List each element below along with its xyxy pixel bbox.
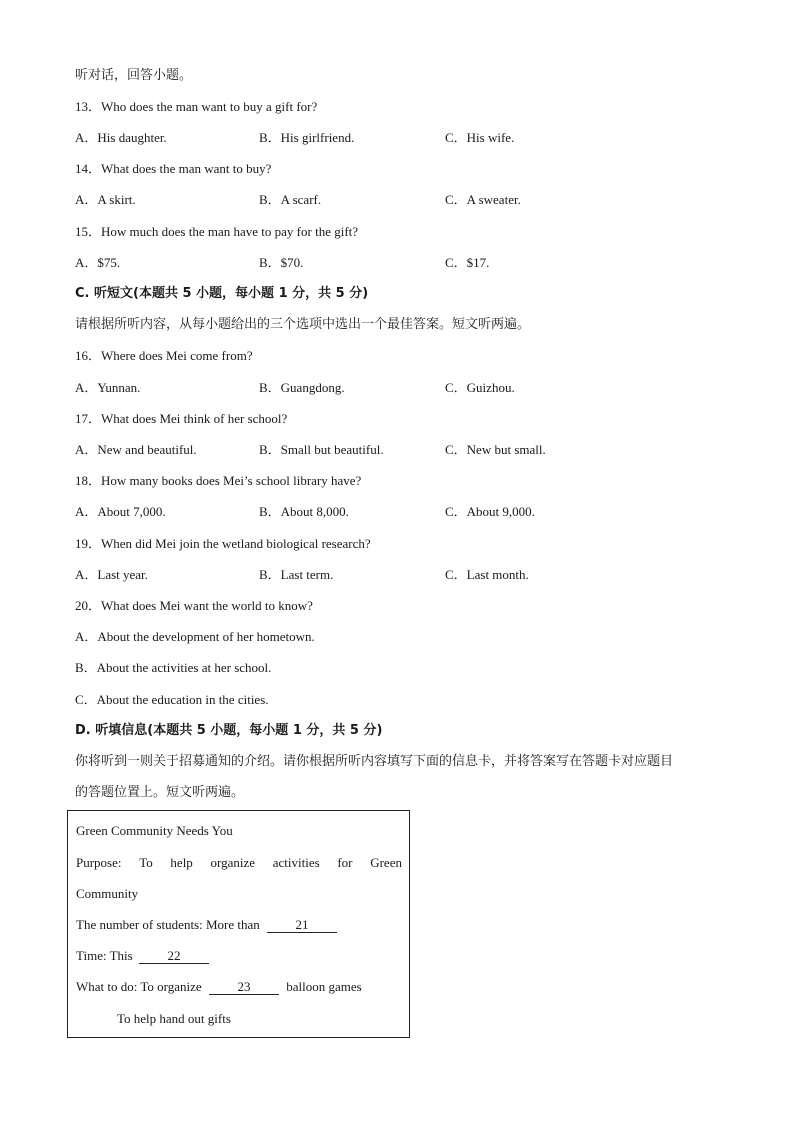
listening-intro: 听对话，回答小题。 [75, 68, 193, 83]
question-15: 15．How much does the man have to pay for the gift? [75, 224, 359, 239]
q20-option-c: C．About the education in the cities. [75, 692, 269, 707]
info-card-students [76, 916, 337, 934]
question-19: 19．When did Mei join the wetland biological research? [75, 536, 371, 551]
q20-option-b: B．About the activities at her school. [75, 660, 272, 675]
q19-option-a: A．Last year. [75, 567, 148, 582]
info-card-todo [76, 978, 362, 996]
blank-23: 23 [209, 980, 279, 995]
question-16: 16．Where does Mei come from? [75, 348, 253, 363]
q17-option-a: A．New and beautiful. [75, 442, 197, 457]
question-14: 14．What does the man want to buy? [75, 161, 272, 176]
q17-option-c: C．New but small. [445, 442, 546, 457]
purpose-word: organize [210, 855, 256, 870]
q20-option-a: A．About the development of her hometown. [75, 629, 315, 644]
todo-suffix: balloon games [286, 979, 362, 994]
question-20: 20．What does Mei want the world to know? [75, 598, 313, 613]
time-label: Time: This [76, 948, 133, 963]
purpose-word: help [170, 855, 193, 870]
q14-option-b: B．A scarf. [259, 192, 322, 207]
purpose-word: activities [272, 855, 320, 870]
q18-option-b: B．About 8,000. [259, 504, 349, 519]
section-d-heading: D. 听填信息(本题共 5 小题，每小题 1 分，共 5 分) [75, 723, 383, 738]
q18-option-a: A．About 7,000. [75, 504, 166, 519]
question-18: 18．How many books does Mei’s school library have? [75, 473, 362, 488]
todo-label: What to do: To organize [76, 979, 202, 994]
section-c-instruction: 请根据所听内容，从每小题给出的三个选项中选出一个最佳答案。短文听两遍。 [75, 317, 531, 332]
q16-option-b: B．Guangdong. [259, 380, 345, 395]
info-card-purpose [76, 854, 402, 872]
q19-option-c: C．Last month. [445, 567, 529, 582]
q18-option-c: C．About 9,000. [445, 504, 535, 519]
q15-option-a: A．$75. [75, 255, 121, 270]
info-card-purpose-cont: Community [76, 886, 139, 901]
info-card-todo-2: To help hand out gifts [117, 1011, 231, 1026]
question-13: 13．Who does the man want to buy a gift for? [75, 99, 318, 114]
q13-option-b: B．His girlfriend. [259, 130, 355, 145]
purpose-word: Green [370, 855, 402, 870]
blank-21: 21 [267, 918, 337, 933]
info-card-title: Green Community Needs You [76, 823, 233, 838]
purpose-word: for [337, 855, 353, 870]
q13-option-c: C．His wife. [445, 130, 515, 145]
section-d-instruction-line-1: 你将听到一则关于招募通知的介绍。请你根据所听内容填写下面的信息卡，并将答案写在答题卡对应题目 [75, 754, 674, 769]
q16-option-a: A．Yunnan. [75, 380, 141, 395]
q13-option-a: A．His daughter. [75, 130, 167, 145]
info-card [67, 810, 410, 1038]
section-c-heading: C. 听短文(本题共 5 小题，每小题 1 分，共 5 分) [75, 286, 369, 301]
blank-22: 22 [139, 949, 209, 964]
q16-option-c: C．Guizhou. [445, 380, 515, 395]
q15-option-c: C．$17. [445, 255, 490, 270]
info-card-time [76, 947, 209, 965]
q14-option-c: C．A sweater. [445, 192, 521, 207]
purpose-word: To [139, 855, 153, 870]
question-17: 17．What does Mei think of her school? [75, 411, 288, 426]
q17-option-b: B．Small but beautiful. [259, 442, 384, 457]
q15-option-b: B．$70. [259, 255, 304, 270]
section-d-instruction-line-2: 的答题位置上。短文听两遍。 [75, 785, 245, 800]
students-label: The number of students: More than [76, 917, 260, 932]
purpose-word: Purpose: [76, 855, 122, 870]
q19-option-b: B．Last term. [259, 567, 334, 582]
q14-option-a: A．A skirt. [75, 192, 136, 207]
